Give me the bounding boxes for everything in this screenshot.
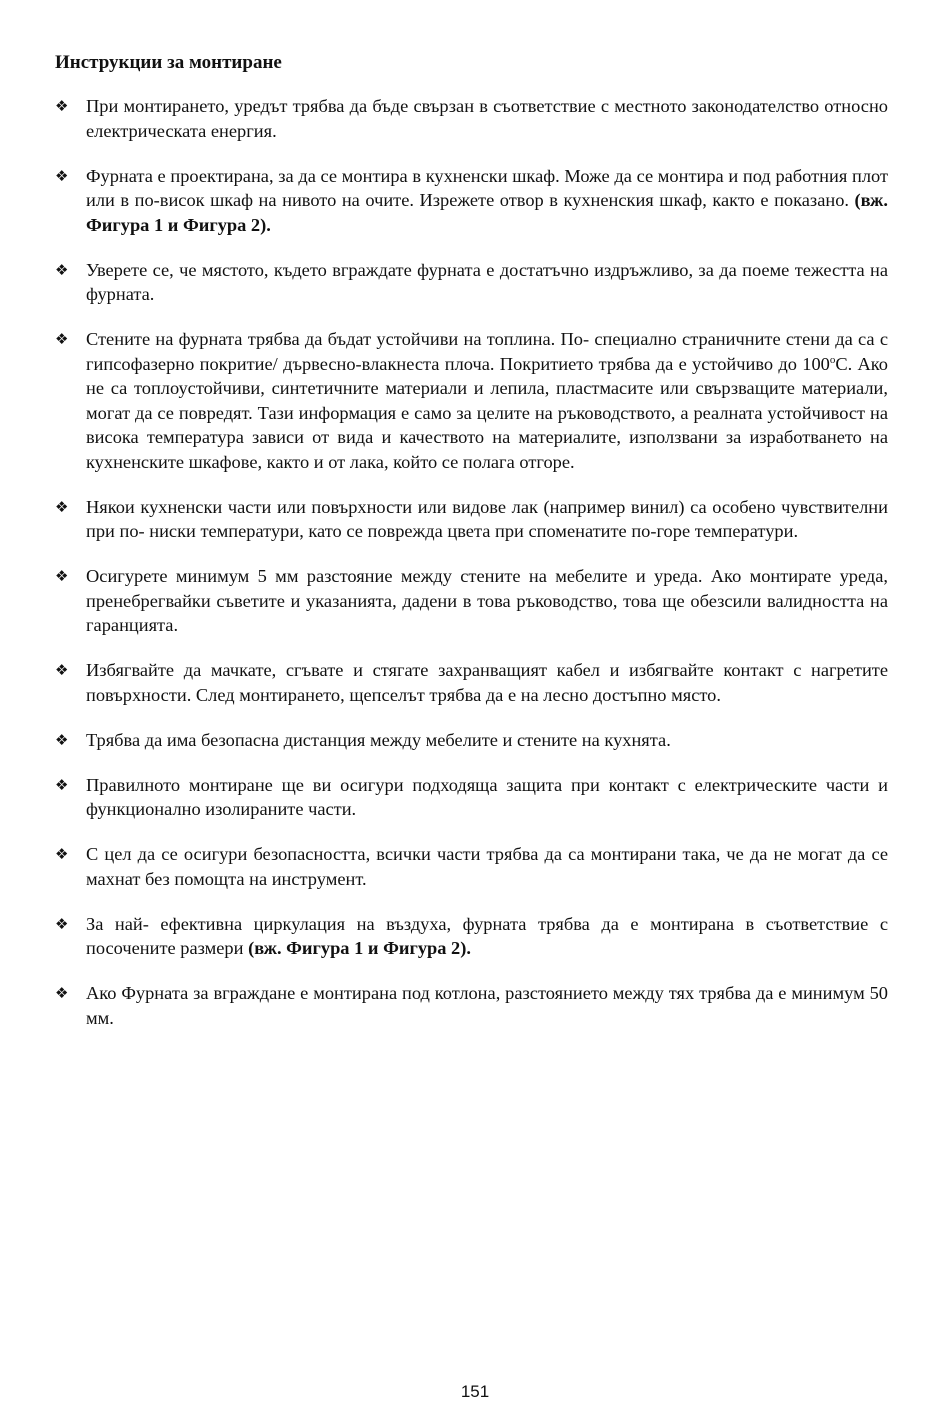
- four-petal-diamond-bullet-icon: ❖: [55, 730, 69, 749]
- item-text: Фурната е проектирана, за да се монтира в кухненски шкаф. Може да се монтира и под работния плот или в по-висок шкаф на нивото на очите. Изрежете отвор в кухненския шкаф, както е показано.: [86, 165, 888, 210]
- four-petal-diamond-bullet-icon: ❖: [55, 97, 69, 115]
- four-petal-diamond-bullet-icon: ❖: [55, 775, 69, 794]
- section-title: Инструкции за монтиране: [55, 52, 282, 73]
- four-petal-diamond-bullet-icon: ❖: [55, 330, 69, 348]
- page-number: 151: [460, 1382, 490, 1401]
- list-item: [55, 94, 888, 143]
- list-item: [55, 495, 888, 544]
- degree-symbol: o: [829, 353, 836, 366]
- four-petal-diamond-bullet-icon: ❖: [55, 497, 69, 516]
- four-petal-diamond-bullet-icon: ❖: [55, 661, 69, 679]
- four-petal-diamond-bullet-icon: ❖: [55, 166, 69, 185]
- item-text: За най- ефективна циркулация на въздуха, фурната трябва да е монтирана в съответствие с посочените размери: [86, 913, 888, 958]
- list-item: [55, 981, 888, 1030]
- item-text: При монтирането, уредът трябва да бъде свързан в съответствие с местното законодателство относно електрическата енергия.: [86, 96, 888, 141]
- four-petal-diamond-bullet-icon: ❖: [55, 984, 69, 1002]
- item-text: Стените на фурната трябва да бъдат устойчиви на топлина. По- специално страничните стени да са с гипсофазерно покритие/ дървесно-влакнеста плоча. Покритието трябва да е устойчиво до 100: [86, 329, 888, 374]
- four-petal-diamond-bullet-icon: ❖: [55, 845, 69, 863]
- item-text: Някои кухненски части или повърхности или видове лак (например винил) са особено чувствителни при по- ниски температури, като се поврежда цвета при споменатите по-горе температури.: [86, 496, 888, 541]
- list-item: [55, 258, 888, 307]
- figure-reference: (вж. Фигура 1 и Фигура 2).: [86, 190, 888, 235]
- four-petal-diamond-bullet-icon: ❖: [55, 567, 69, 585]
- figure-reference: (вж. Фигура 1 и Фигура 2).: [248, 938, 471, 958]
- four-petal-diamond-bullet-icon: ❖: [55, 260, 69, 279]
- instruction-list: [55, 94, 888, 1051]
- list-item: [55, 842, 888, 891]
- item-text: Трябва да има безопасна дистанция между мебелите и стените на кухнята.: [86, 729, 671, 750]
- list-item: [55, 164, 888, 238]
- item-text: Осигурете минимум 5 мм разстояние между стените на мебелите и уреда. Ако монтирате уреда, пренебрегвайки съветите и указанията, дадени в това ръководство, това ще обезсили валидността на гаранцията.: [86, 566, 888, 635]
- item-text: Избягвайте да мачкате, сгъвате и стягате захранващият кабел и избягвайте контакт с нагретите повърхности. След монтирането, щепселът трябва да е на лесно достъпно място.: [86, 660, 888, 705]
- item-text: С. Ако не са топлоустойчиви, синтетичните материали и лепила, пластмасите или свързващите материали, могат да се повредят. Тази информация е само за целите на ръководството, а реалната устойчивост на висока температура зависи от вида и качеството на материалите, използвани за изработването на кухненските шкафове, както и от лака, който се полага отгоре.: [86, 353, 888, 472]
- list-item: [55, 728, 888, 753]
- list-item: [55, 912, 888, 961]
- list-item: [55, 658, 888, 707]
- item-text: Правилното монтиране ще ви осигури подходяща защита при контакт с електрическите части и функционално изолираните части.: [86, 774, 888, 819]
- list-item: [55, 564, 888, 638]
- list-item: [55, 773, 888, 822]
- list-item: [55, 327, 888, 474]
- item-text: Уверете се, че мястото, където вграждате фурната е достатъчно издръжливо, за да поеме тежестта на фурната.: [86, 259, 888, 304]
- item-text: С цел да се осигури безопасността, всички части трябва да са монтирани така, че да не могат да се махнат без помощта на инструмент.: [86, 844, 888, 889]
- item-text: Ако Фурната за вграждане е монтирана под котлона, разстоянието между тях трябва да е минимум 50 мм.: [86, 983, 888, 1028]
- four-petal-diamond-bullet-icon: ❖: [55, 914, 69, 933]
